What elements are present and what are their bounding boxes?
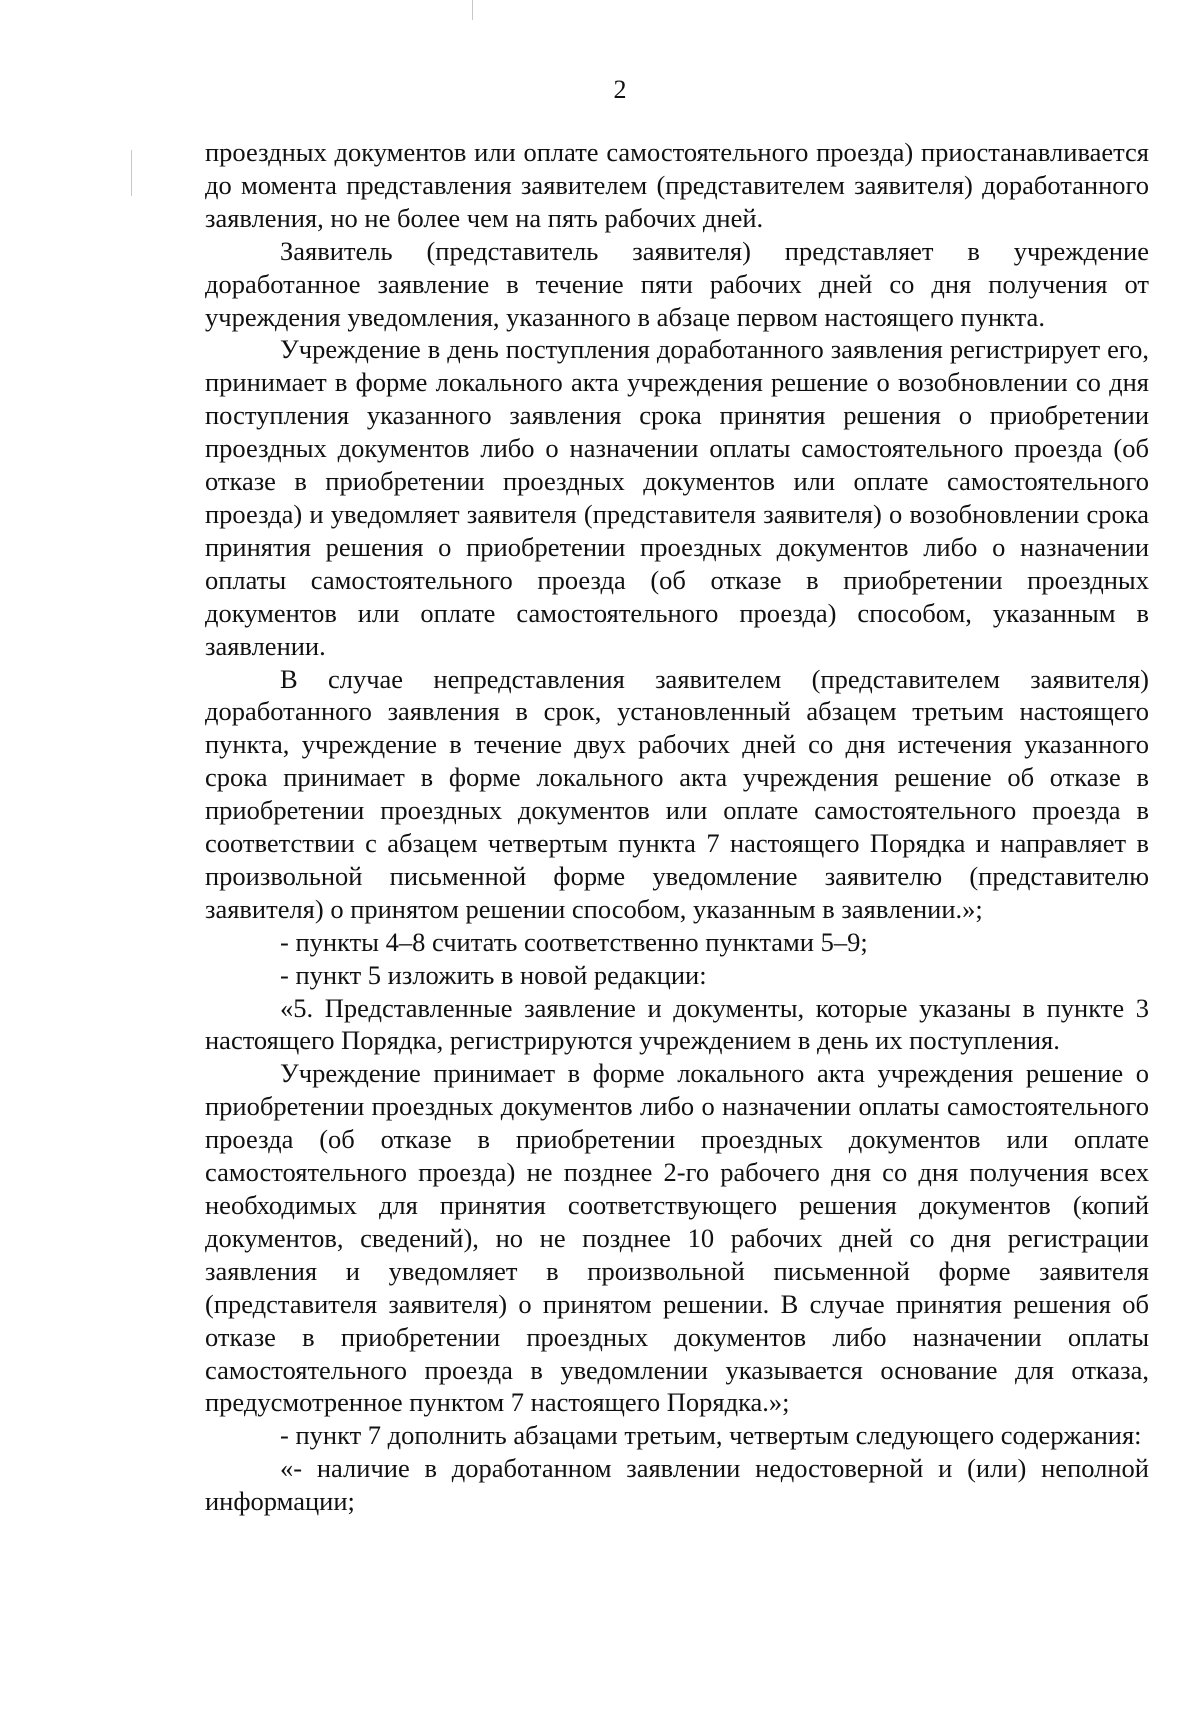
- page-number: 2: [613, 75, 627, 104]
- list-item: - пункт 5 изложить в новой редакции:: [280, 959, 707, 990]
- list-item: - пункт 7 дополнить абзацами третьим, четвертым следующего содержания:: [280, 1420, 1142, 1451]
- paragraph: Заявитель (представитель заявителя) представляет в учреждение доработанное заявление в течение пяти рабочих дней со дня получения от учреждения уведомления, указанного в абзаце первом настоящего пункта.: [205, 235, 1149, 332]
- paragraph: Учреждение принимает в форме локального акта учреждения решение о приобретении проездных документов либо о назначении оплаты самостоятельного проезда (об отказе в приобретении проездных документов или оплате самостоятельного проезда) не позднее 2-го рабочего дня со дня получения всех необходимых для принятия соответствующего решения документов (копий документов, сведений), но не позднее 10 рабочих дней со дня регистрации заявления и уведомляет в произвольной письменной форме заявителя (представителя заявителя) о принятом решении. В случае принятия решения об отказе в приобретении проездных документов либо назначении оплаты самостоятельного проезда в уведомлении указывается основание для отказа, предусмотренное пунктом 7 настоящего Порядка.»;: [205, 1058, 1149, 1418]
- scan-artifact-left: [131, 150, 132, 196]
- paragraph: «5. Представленные заявление и документы, которые указаны в пункте 3 настоящего Порядка, регистрируются учреждением в день их поступления.: [205, 992, 1149, 1056]
- list-item: «- наличие в доработанном заявлении недостоверной и (или) неполной информации;: [205, 1453, 1149, 1517]
- paragraph: В случае непредставления заявителем (представителем заявителя) доработанного заявления в срок, установленный абзацем третьим настоящего пункта, учреждение в течение двух рабочих дней со дня истечения указанного срока принимает в форме локального акта учреждения решение об отказе в приобретении проездных документов или оплате самостоятельного проезда в соответствии с абзацем четвертым пункта 7 настоящего Порядка и направляет в произвольной письменной форме уведомление заявителю (представителю заявителя) о принятом решении способом, указанным в заявлении.»;: [205, 663, 1149, 924]
- paragraph: Учреждение в день поступления доработанного заявления регистрирует его, принимает в форме локального акта учреждения решение о возобновлении со дня поступления указанного заявления срока принятия решения о приобретении проездных документов либо о назначении оплаты самостоятельного проезда (об отказе в приобретении проездных документов или оплате самостоятельного проезда) и уведомляет заявителя (представителя заявителя) о возобновлении срока принятия решения о приобретении проездных документов либо о назначении оплаты самостоятельного проезда (об отказе в приобретении проездных документов или оплате самостоятельного проезда) способом, указанным в заявлении.: [205, 334, 1149, 661]
- list-item: - пункты 4–8 считать соответственно пунктами 5–9;: [280, 926, 868, 957]
- document-body: [205, 136, 1149, 1518]
- paragraph-continuation: проездных документов или оплате самостоятельного проезда) приостанавливается до момента представления заявителем (представителем заявителя) доработанного заявления, но не более чем на пять рабочих дней.: [205, 137, 1149, 233]
- scan-artifact-top: [472, 0, 473, 20]
